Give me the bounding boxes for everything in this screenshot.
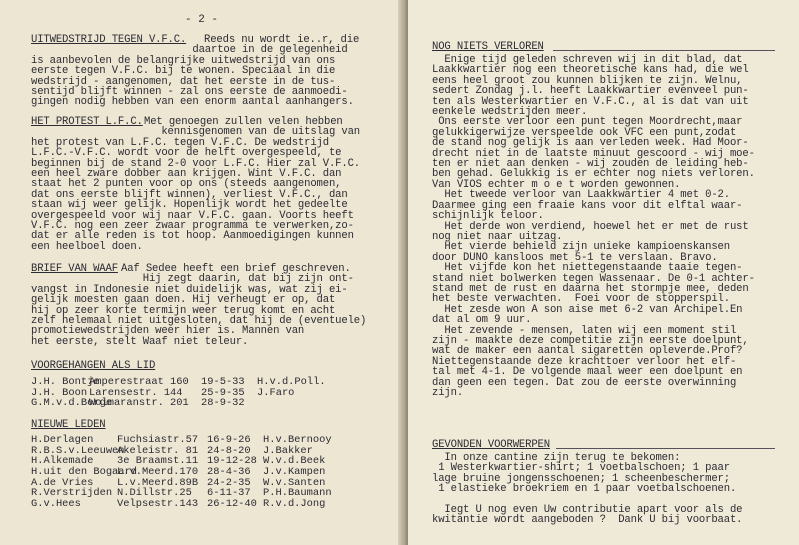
- text-nog-niets-verloren: Enige tijd geleden schreven wij in dit blad, dat Laakkwartier nog een theoretische kans had, die wel eens heel groot zou kunnen blijken te zijn. Welnu, sedert Zondag j.l. heeft Laakkwartier evenveel pun- ten als Westerkwartier en V.F.C., al is dat van uit eenkele wedstrijden meer. Ons eerste verloor een punt tegen Moordrecht,maar gelukkigerwijze verspeelde ook VFC een punt,zodat de stand nog gelijk is aan verleden week. Had Moor- drecht niet in de laatste minuut gescoord - wij moe- ten er niet aan denken - wij zouden de leiding heb- ben gehad. Gelukkig is er echter nog niets verloren. Van VIOS echter m o e t worden gewonnen. Het tweede verloor van Laakkwartier 4 met 0-2. Daarmee ging een fraaie kans voor dit elftal waar- schijnlijk teloor. Het derde won verdiend, hoewel het er met de rust nog niet naar uitzag. Het vierde behield zijn unieke kampioenskansen door DUNO kansloos met 5-1 te verslaan. Bravo. Het vijfde kon het niettegenstaande taaie tegen- stand niet bolwerken tegen Wassenaar. De 0-1 achter- stand met de rust en daarna het stormpje mee, deden het beste verwachten. Foei voor de stopperspil. Het zesde won A son aise met 6-2 van Archipel.En dat al om 9 uur. Het zevende - mensen, laten wij een moment stil zijn - maakte deze competitie zijn eerste doelpunt, wat de maker een aantal sigaretten opleverde.Prof? Niettegenstaande deze krachttoer verloor het elf- tal met 4-1. De volgende maal weer een doelpunt en dan geen een tegen. Dat zou de eerste overwinning zijn.: [432, 54, 755, 399]
- member-name: J.H. Boon: [31, 386, 88, 399]
- text-protest: Met genoegen zullen velen hebben kennisgenomen van de uitslag van het protest van L.F.C. tegen V.F.C. De wedstrijd L.F.C.-V.F.C. wordt voor de helft overgespeeld, te beginnen bij de stand 2-0 voor L.F.C. Hier zal V.F.C. een heel zware dobber aan krijgen. Wint V.F.C. dan staat het 2 punten voor op ons (steeds aangenomen, dat ons eerste blijft winnen), verliest V.F.C., dan staan wij weer gelijk. Hopenlijk wordt het gedeelte overgespeeld voor wij naar V.F.C. gaan. Voorts heeft V.F.C. nog een zeer zwaar programma te verwerken,zo- dat er alle reden is tot hoop. Aanmoedigingen kunnen een heelboel doen.: [31, 116, 360, 253]
- heading-rule: [553, 50, 775, 51]
- member-sponsor: W.v.Santen: [263, 476, 326, 489]
- heading-gevonden-voorwerpen: GEVONDEN VOORWERPEN: [432, 439, 550, 451]
- member-name: H.uit den Bogaard: [31, 466, 138, 479]
- member-sponsor: J.v.Kampen: [263, 466, 326, 479]
- member-name: H.Alkemade: [31, 455, 94, 468]
- member-name: G.v.Hees: [31, 498, 81, 511]
- member-address: L.v.Meerd.170: [117, 466, 199, 479]
- member-sponsor: J.Bakker: [263, 444, 313, 457]
- member-sponsor: J.Faro: [257, 386, 295, 399]
- table-row: [31, 398, 357, 409]
- member-birthdate: 26-12-40: [207, 498, 257, 511]
- member-address: Akeleistr. 81: [117, 444, 199, 457]
- member-address: L.v.Meerd.89B: [117, 476, 199, 489]
- member-sponsor: R.v.d.Jong: [263, 498, 326, 511]
- member-name: R.B.S.v.Leeuwen: [31, 444, 125, 457]
- nieuwe-leden-table: [31, 435, 363, 510]
- member-name: A.de Vries: [31, 476, 94, 489]
- voorgehangen-table: [31, 377, 357, 409]
- member-sponsor: P.H.Baumann: [263, 487, 332, 500]
- member-sponsor: H.v.d.Poll.: [257, 376, 326, 388]
- member-address: Wolmaranstr. 201: [89, 397, 189, 410]
- member-address: N.Dillstr.25: [117, 487, 192, 500]
- text-uitwedstrijd: Reeds nu wordt ie..r, die daartoe in de gelegenheid is aanbevolen de belangrijke uitwedstrijd van ons eerste tegen V.F.C. bij te wonen. Speciaal in die wedstrijd - aangenomen, dat het eerste in de tus- sentijd blijft winnen - zal ons eerste de aanmoedi- gingen nodig hebben van een enorm aantal aanhangers.: [31, 34, 360, 109]
- member-birthdate: 24-8-20: [207, 444, 251, 457]
- member-name: R.Verstrijden: [31, 487, 113, 500]
- table-row: [31, 499, 363, 510]
- text-brief: Aaf Sedee heeft een brief geschreven. Hij zegt daarin, dat bij zijn ont- vangst in Indonesie niet duidelijk was, wat zij ei- gelijk moesten gaan doen. Hij verheugt er op, dat hij op zeer korte termijn weer terug komt en acht zelf helemaal niet uitgesloten, dat hij de (eventuele) promotiewedstrijden weer hier is. Mannen van het eerste, stelt Waaf niet teleur.: [31, 263, 367, 348]
- member-sponsor: H.v.Bernooy: [263, 434, 332, 446]
- heading-nog-niets-verloren: NOG NIETS VERLOREN: [432, 41, 544, 53]
- member-sponsor: [257, 398, 357, 409]
- member-address: 3e Braamst.11: [117, 455, 199, 468]
- member-birthdate: 24-2-35: [207, 476, 251, 489]
- member-address: Fuchsiastr.57: [117, 434, 199, 446]
- heading-uitwedstrijd: UITWEDSTRIJD TEGEN V.F.C.: [31, 34, 187, 46]
- member-name: H.Derlagen: [31, 434, 94, 446]
- member-name: J.H. Bontje: [31, 376, 100, 388]
- text-gevonden-voorwerpen: In onze cantine zijn terug te bekomen: 1 Westerkwartier-shirt; 1 voetbalschoen; 1 paar lage bruine jongensschoenen; 1 scheenbeschermer; 1 elastieke broekriem en 1 paar voetbalschoenen. Iegt U nog even Uw contributie apart voor als de kwitantie wordt aangeboden ? Dank U bij voorbaat.: [432, 452, 743, 527]
- member-name: G.M.v.d.Berge: [31, 397, 113, 410]
- member-birthdate: 28-4-36: [207, 466, 251, 479]
- heading-voorgehangen: VOORGEHANGEN ALS LID: [31, 360, 156, 372]
- heading-protest: HET PROTEST L.F.C.: [31, 116, 143, 128]
- member-birthdate: 28-9-32: [201, 397, 245, 410]
- member-birthdate: 6-11-37: [207, 487, 251, 500]
- member-address: Amperestraat 160: [89, 376, 189, 388]
- heading-nieuwe-leden: NIEUWE LEDEN: [31, 419, 106, 431]
- member-birthdate: 16-9-26: [207, 434, 251, 446]
- member-address: Velpsestr.143: [117, 498, 199, 511]
- heading-rule: [556, 448, 775, 449]
- member-address: Larensestr. 144: [89, 386, 183, 399]
- member-sponsor: W.v.d.Beek: [263, 455, 326, 468]
- heading-brief: BRIEF VAN WAAF: [31, 263, 118, 275]
- page-number: - 2 -: [185, 14, 219, 26]
- right-page: [408, 0, 799, 545]
- member-birthdate: 19-12-28: [207, 455, 257, 468]
- member-birthdate: 19-5-33: [201, 376, 245, 388]
- member-birthdate: 25-9-35: [201, 386, 245, 399]
